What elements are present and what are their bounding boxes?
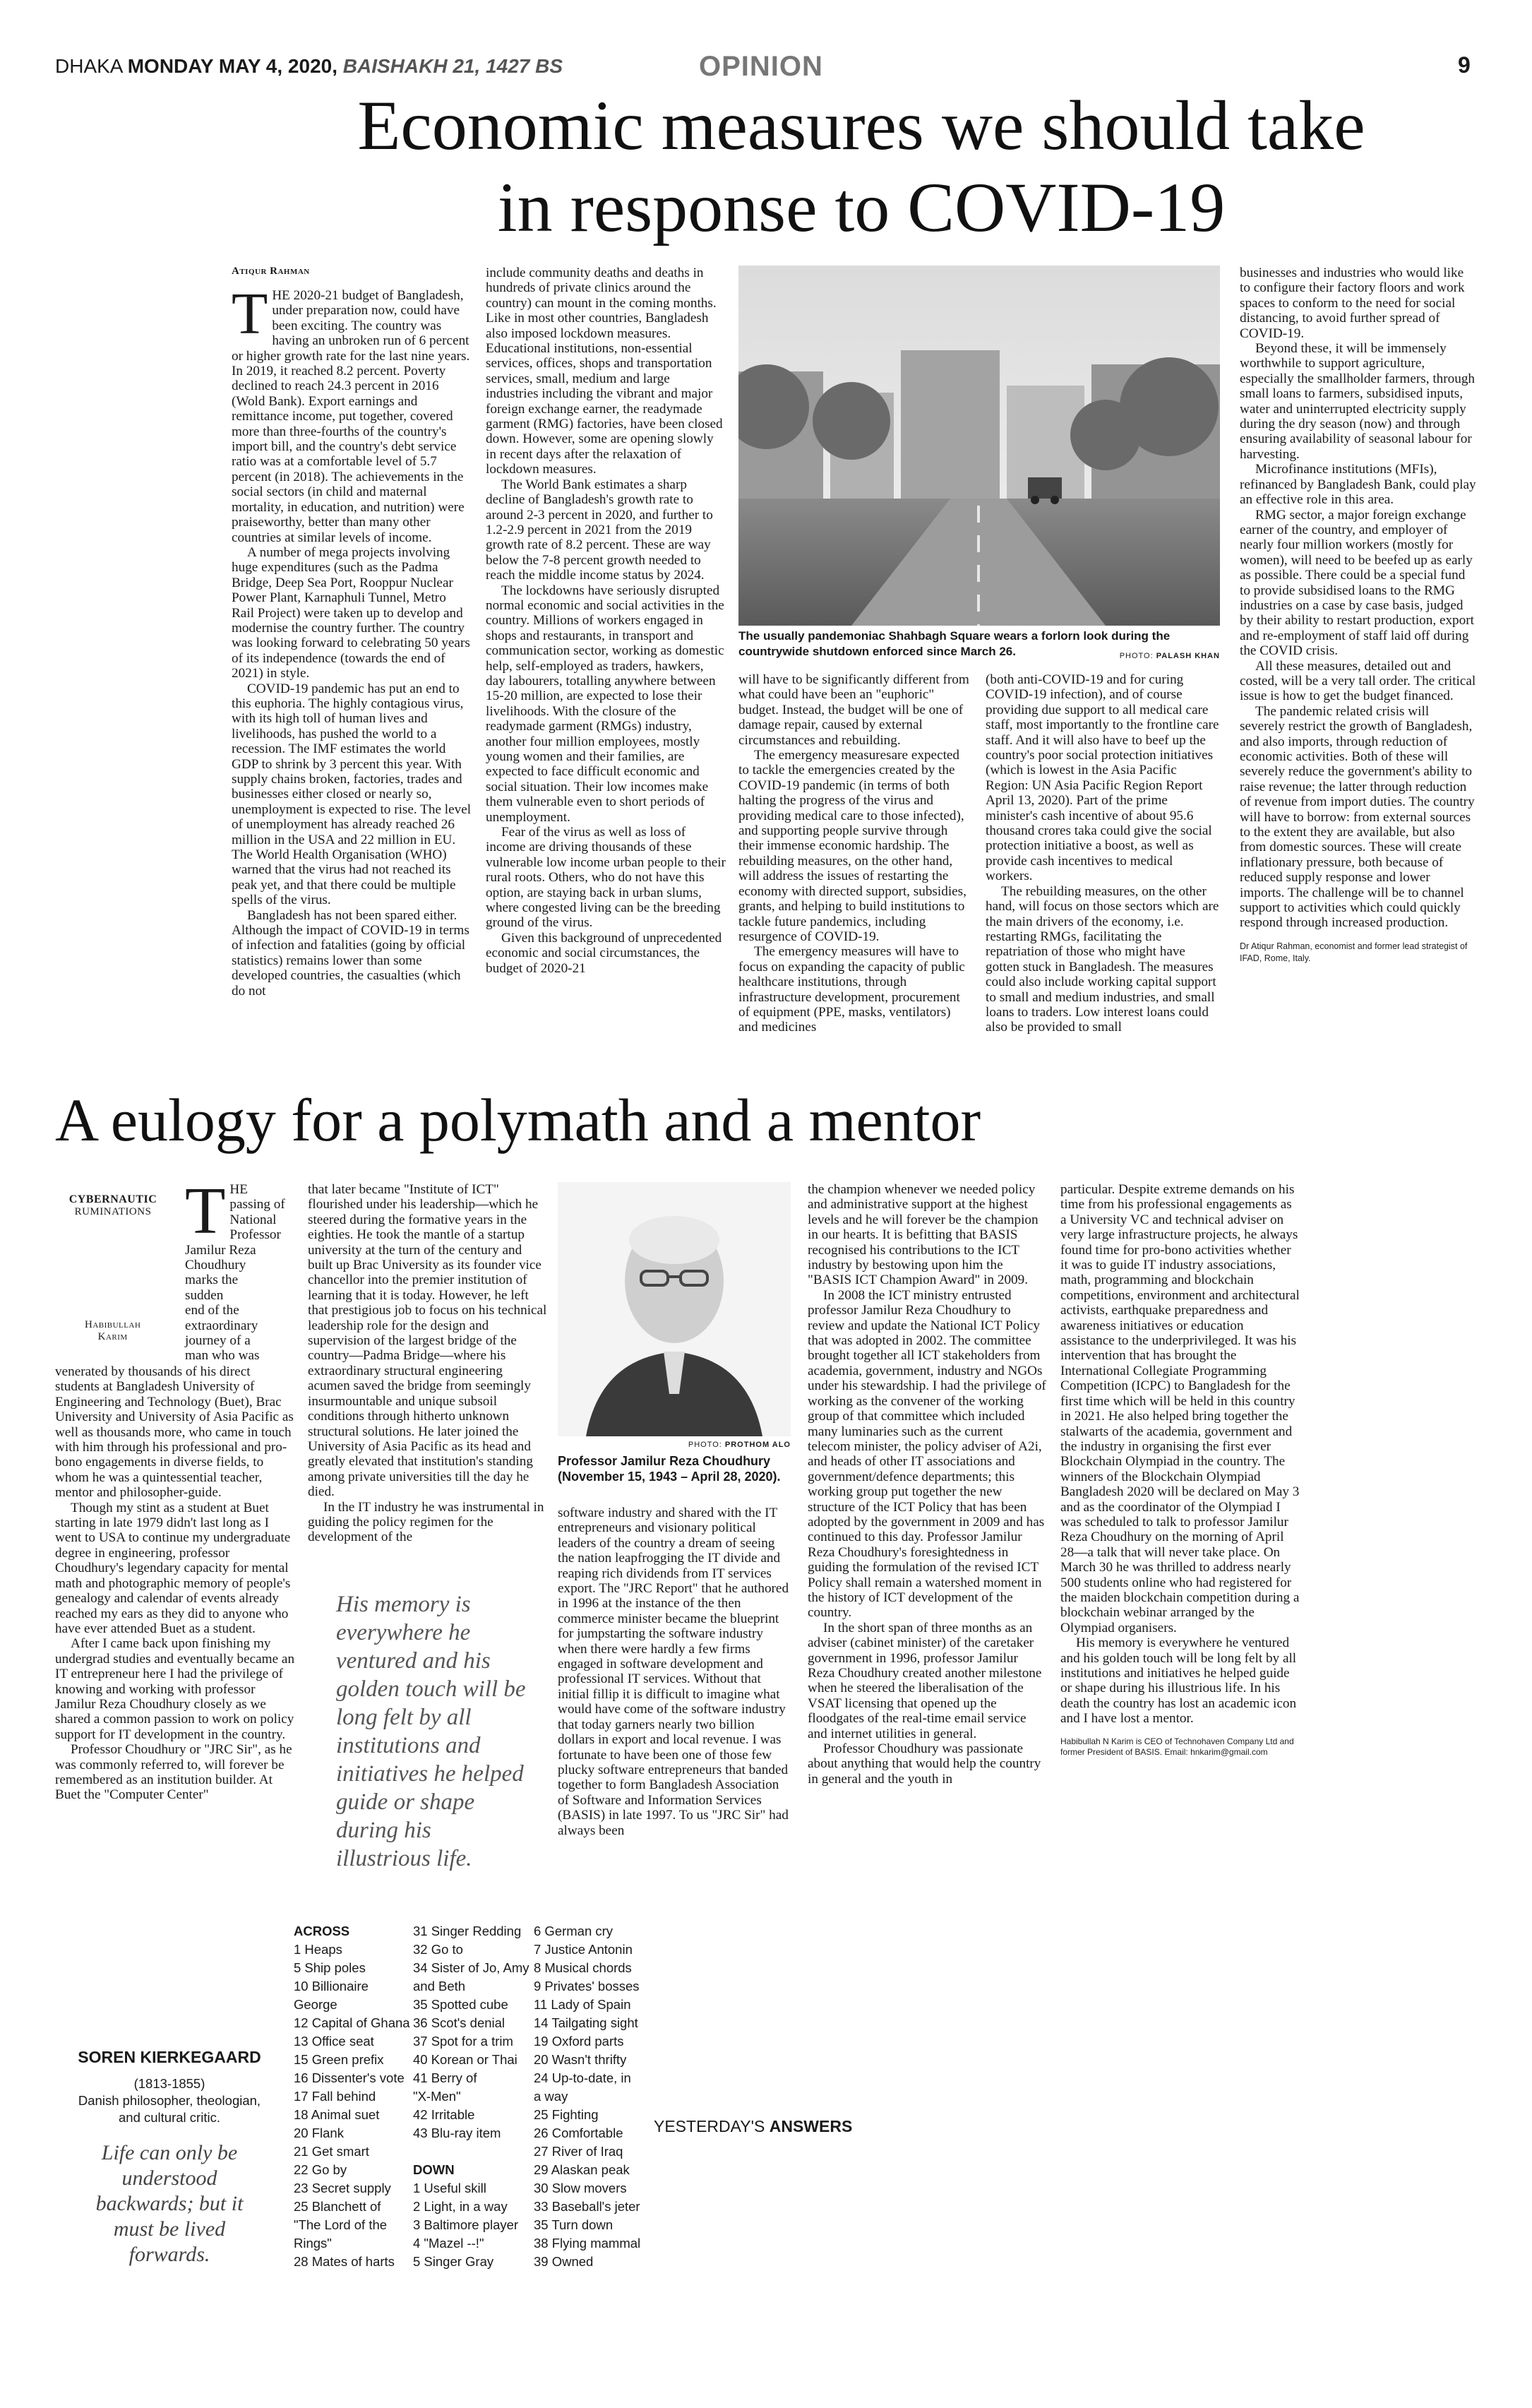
masthead-bangla-date: BAISHAKH 21, 1427 BS — [342, 55, 563, 77]
shahbagh-square-photo — [738, 266, 1220, 626]
article1-headline — [233, 85, 1490, 249]
yesterdays-answers-label: YESTERDAY'S ANSWERS — [654, 2117, 853, 2135]
quote-author-name: SOREN KIERKEGAARD — [78, 2048, 261, 2066]
paragraph: The World Bank estimates a sharp decline of Bangladesh's growth rate to around 2-3 percent in 2020, and further to 1.2-2.9 percent in 2021 from the 2019 growth rate of 8.2 percent. These are way below the 7-8 percent growth needed to reach the middle income status by 2024. — [486, 477, 713, 583]
masthead-date: MONDAY MAY 4, 2020, — [127, 55, 337, 77]
paragraph: COVID-19 pandemic has put an end to this euphoria. The highly contagious virus, with its high toll of human lives and livelihoods, has pushed the world to a recession. The IMF estimates the world GDP to shrink by 3 percent this year. With supply chains broken, factories, trades and businesses either closed or nearly so, unemployment is expected to rise. The level of unemployment has already reached 26 million in the USA and 22 million in EU. The World Health Organisation (WHO) warned that the virus had not reached its peak yet, and that there could be multiple spells of the virus. — [232, 681, 472, 908]
page-number: 9 — [1458, 52, 1471, 78]
article1-column-5 — [1240, 266, 1477, 965]
paragraph: The lockdowns have seriously disrupted normal economic and social activities in the country. Millions of workers engaged in shops and restaurants, in transport and communication sector, working as domestic help, self-employed as traders, hawkers, day labourers, totalling anywhere between 15-20 million, are expected to lose their livelihoods. With the closure of the readymade garment (RMGs) industry, another four million employees, mostly young women and their families, are expected to face difficult economic and social situation. Their low incomes make them vulnerable even to short periods of unemployment. — [486, 583, 724, 825]
paragraph: include community deaths and deaths in hundreds of private clinics around the country) can mount in the coming months. Like in most other countries, Bangladesh also imposed lockdown measures. Educational institutions, non-essential services, offices, shops and transportation services, small, medium and large industries including the vibrant and major foreign exchange earner, the readymade garment (RMG) factories, have been closed down. However, some are opening slowly in recent days after the relaxation of lockdown measures. — [486, 266, 723, 477]
paragraph: In the short span of three months as an adviser (cabinet minister) of the caretaker government in 1996, professor Jamilur Reza Choudhury created another milestone when he steered the liberalisation of the VSAT licensing that opened up the floodgates of the real-time email service and internet utilities in general. — [808, 1620, 1042, 1741]
paragraph: After I came back upon finishing my undergrad studies and eventually became an IT entrepreneur here I had the privilege of knowing and working with professor Jamilur Reza Choudhury closely as we shared a common passion to work on policy support for IT development in the country. — [55, 1636, 295, 1742]
across-heading: ACROSS — [294, 1924, 350, 1938]
column-logo — [56, 1193, 169, 1218]
paragraph: that later became "Institute of ICT" flourished under his leadership—which he steered during the formative years in the eighties. He took the mantle of a startup university at the turn of the century and built up Brac University as its founder vice chancellor into the premier institution of learning that it is today. However, he left that prestigious job to focus on his technical leadership role for the design and supervision of the largest bridge of the country—Padma Bridge—where his extraordinary structural engineering acumen saved the bridge from seemingly insurmountable and unique subsoil conditions through hitherto unknown structural solutions. He later joined the University of Asia Pacific as its head and greatly elevated that institution's standing among private universities till the day he died. — [308, 1182, 547, 1500]
article1-column-4 — [986, 672, 1220, 1035]
article2-column-2 — [308, 1182, 548, 1545]
paragraph: In the IT industry he was instrumental in guiding the policy regimen for the development of the — [308, 1499, 544, 1545]
quote-author-desc2: and cultural critic. — [119, 2110, 220, 2125]
crossword-across-col2: 31 Singer Redding 32 Go to 34 Sister of Jo, Amy and Beth 35 Spotted cube 36 Scot's denial 37 Spot for a trim 40 Korean or Thai 41 Berry of "X-Men" 42 Irritable 43 Blu-ray item DOWN 1 Useful skill 2 Light, in a way 3 Baltimore player 4 "Mazel --!" 5 Singer Gray — [413, 1922, 533, 2271]
article1-byline: Atiqur Rahman — [232, 266, 310, 277]
column-logo-top: CYBERNAUTIC — [68, 1193, 157, 1205]
quote-author-years: (1813-1855) — [133, 2076, 205, 2091]
crossword-down-col3: 6 German cry 7 Justice Antonin 8 Musical chords 9 Privates' bosses 11 Lady of Spain 14 Tailgating sight 19 Oxford parts 20 Wasn't thrifty 24 Up-to-date, in a way 25 Fighting 26 Comfortable 27 River of Iraq 29 Alaskan peak 30 Slow movers 33 Baseball's jeter 35 Turn down 38 Flying mammal 39 Owned — [534, 1924, 641, 2269]
pull-quote: His memory is everywhere he ventured and his golden touch will be long felt by all institutions and initiatives he helped guide or shape during his illustrious life. — [336, 1592, 526, 1871]
professor-portrait-photo — [558, 1182, 791, 1436]
article2-column-5 — [1060, 1182, 1300, 1758]
quote-text: Life can only be understood backwards; but it must be lived forwards. — [95, 2141, 244, 2266]
article2-column-4 — [808, 1182, 1048, 1787]
paragraph: businesses and industries who would like to configure their factory floors and work spaces to conform to the need for social distancing, to avoid further spread of COVID-19. — [1240, 266, 1465, 341]
paragraph: Professor Choudhury or "JRC Sir", as he was commonly referred to, will forever be remembered as an institution builder. At Buet the "Computer Center" — [55, 1742, 292, 1803]
masthead — [55, 55, 563, 78]
article2-byline: Habibullah Karim — [85, 1319, 141, 1342]
article1-column-1 — [232, 281, 472, 999]
paragraph: Though my stint as a student at Buet starting in late 1979 didn't last long as I went to USA to continue my undergraduate degree in engineering, professor Choudhury's legendary capacity for mental math and photographic memory of people's genealogy and calendar of events already reached my ears as they did to anyone who have ever attended Buet as a student. — [55, 1500, 291, 1636]
paragraph: All these measures, detailed out and costed, will be a very tall order. The critical issue is how to get the budget financed. — [1240, 658, 1476, 704]
dropcap: T — [185, 1174, 226, 1248]
photo-credit: PHOTO: PROTHOM ALO — [688, 1441, 791, 1449]
paragraph: Bangladesh has not been spared either. Although the impact of COVID-19 in terms of infection and fatalities (going by official statistics) remains lower than some developed countries, the casualties (which do not — [232, 907, 469, 999]
paragraph: THE 2020-21 budget of Bangladesh, under preparation now, could have been exciting. The country was having an unbroken run of 6 percent or higher growth rate for the last nine years. In 2019, it reached 8.2 percent. Poverty declined to reach 24.3 percent in 2016 (Wold Bank). Export earnings and remittance income, put together, covered more than three-fourths of the country's import bill, and the country's debt service ratio was at a comfortable level of 5.7 percent (in 2018). The achievements in the social sectors (in child and maternal mortality, in education, and nutrition) were praiseworthy, better than many other countries at similar levels of income. — [232, 281, 470, 545]
article1-headline-line2: in response to COVID-19 — [497, 168, 1226, 246]
article1-photo-caption: The usually pandemoniac Shahbagh Square wears a forlorn look during the countrywide shutdown enforced since March 26. PHOTO: PALASH KHAN — [738, 628, 1220, 664]
paragraph: The emergency measures will have to focus on expanding the capacity of public healthcare institutions, through infrastructure development, procurement of equipment (PPE, masks, ventilators) and medicines — [738, 944, 965, 1035]
paragraph: Given this background of unprecedented economic and social circumstances, the budget of 2020-21 — [486, 930, 722, 976]
paragraph: A number of mega projects involving huge expenditures (such as the Padma Bridge, Deep Sea Port, Rooppur Nuclear Power Plant, Karnaphuli Tunnel, Metro Rail Project) were taken up to develop and modernise the country further. The country was looking forward to celebrating 50 years of its independence (towards the end of 2021) in style. — [232, 544, 470, 681]
paragraph: The rebuilding measures, on the other hand, will focus on those sectors which are the main drivers of the economy, i.e. restarting RMGs, facilitating the repatriation of those who might have gotten stuck in Bangladesh. The measures could also include working capital support to small and medium industries, and small loans to traders. Low interest loans could also be provided to small — [986, 883, 1219, 1035]
photo-credit: PHOTO: PALASH KHAN — [1119, 652, 1220, 660]
article1-column-2 — [486, 266, 726, 976]
column-logo-bottom: RUMINATIONS — [74, 1206, 152, 1217]
paragraph: Professor Choudhury was passionate about anything that would help the country in general and the youth in — [808, 1741, 1041, 1787]
paragraph: RMG sector, a major foreign exchange earner of the country, and employer of nearly four million workers (mostly for women), will need to be beefed up as early as possible. There could be a special fund to provide subsidised loans to the RMG industries on a case by case basis, judged by their ability to restart production, export and re-employment of staff laid off during the COVID crisis. — [1240, 507, 1474, 659]
paragraph: His memory is everywhere he ventured and his golden touch will be long felt by all institutions and initiatives he helped guide or shape during his illustrious life. In his death the country has lost an academic icon and I have lost a mentor. — [1060, 1635, 1297, 1727]
paragraph: will have to be significantly different from what could have been an "euphoric" budget. Instead, the budget will be one of damage repair, caused by external circumstances and rebuilding. — [738, 672, 969, 748]
article1-column-3 — [738, 672, 971, 1035]
quote-box — [42, 2048, 297, 2267]
paragraph: particular. Despite extreme demands on his time from his professional engagements as a University VC and technical adviser on very large infrastructure projects, he always found time for pro-bono activities whether it was to guide IT industry associations, math, programming and blockchain competitions, environment and architectural activists, earthquake preparedness and awareness initiatives or education assistance to the underprivileged. It was his intervention that has brought the International Collegiate Programming Competition (ICPC) to Bangladesh for the first time which will be held in this country in 2021. He also helped bring together the stalwarts of the academia, government and the industry in organising the first ever Blockchain Olympiad in the country. The winners of the Blockchain Olympiad Bangladesh 2020 will be declared on May 3 and as the coordinator of the Olympiad I was scheduled to talk to professor Jamilur Reza Choudhury on the morning of April 28—a talk that will never take place. On March 30 he was thrilled to address nearly 500 students online who had registered for the maiden blockchain competition during a blockchain webinar arranged by the Olympiad organisers. — [1060, 1182, 1300, 1635]
portrait-illustration — [558, 1182, 791, 1436]
paragraph: the champion whenever we needed policy and administrative support at the highest levels and he will forever be the champion in our hearts. It is befitting that BASIS recognised his contributions to the ICT industry by bestowing upon him the "BASIS ICT Champion Award" in 2009. — [808, 1182, 1039, 1288]
dropcap: T — [232, 281, 268, 347]
author-note: Dr Atiqur Rahman, economist and former lead strategist of IFAD, Rome, Italy. — [1240, 941, 1468, 963]
paragraph: Beyond these, it will be immensely worthwhile to support agriculture, especially the smallholder farmers, through small loans to farmers, subsidised inputs, water and uninterrupted electricity supply during the dry season (now) and through ensuring availability of seasonal labour for harvesting. — [1240, 341, 1476, 462]
article1-headline-line1: Economic measures we should take — [357, 86, 1365, 165]
paragraph: venerated by thousands of his direct students at Bangladesh University of Engineering and Technology (Buet), Brac University and University of Asia Pacific as well as thousands more, who came in touch with him through his professional and pro-bono engagements in diverse fields, to whom he was a quintessential teacher, mentor and philosopher-guide. — [55, 1364, 294, 1501]
article2-headline: A eulogy for a polymath and a mentor — [55, 1086, 981, 1154]
paragraph: The emergency measuresare expected to tackle the emergencies created by the COVID-19 pandemic (in terms of both halting the progress of the virus and providing medical care to those infected), and supporting people survive through their immense economic hardship. The rebuilding measures, on the other hand, will address the issues of restarting the economy with directed support, subsidies, grants, and helping to build institutions to tackle future pandemics, including resurgence of COVID-19. — [738, 748, 967, 944]
paragraph: In 2008 the ICT ministry entrusted professor Jamilur Reza Choudhury to review and update the National ICT Policy that was adopted in 2002. The committee brought together all ICT stakeholders from academia, government, industry and NGOs under his stewardship. I had the privilege of working as the convener of the working group of that committee which included many luminaries such as the current telecom minister, the policy adviser of A2i, and heads of other IT associations and government/defence departments; this working group put together the new structure of the ICT Policy that has been adopted by the government in 2009 and has continued to this day. Professor Jamilur Reza Choudhury's foresightedness in guiding the formulation of the revised ICT Policy shall remain a watershed moment in the history of ICT development of the country. — [808, 1287, 1046, 1621]
article2-photo-caption: Professor Jamilur Reza Choudhury (November 15, 1943 – April 28, 2020). — [558, 1454, 781, 1484]
crossword-across-col1: ACROSS 1 Heaps 5 Ship poles 10 Billionaire George 12 Capital of Ghana 13 Office seat 15 Green prefix 16 Dissenter's vote 17 Fall behind 18 Animal suet 20 Flank 21 Get smart 22 Go by 23 Secret supply 25 Blanchett of "The Lord of the Rings" 28 Mates of harts — [294, 1922, 414, 2271]
article2-column-1 — [55, 1364, 295, 1803]
section-name: OPINION — [699, 51, 823, 82]
masthead-city: DHAKA — [55, 55, 122, 77]
article2-column-3 — [558, 1506, 791, 1838]
paragraph: software industry and shared with the IT entrepreneurs and visionary political leaders of the country a dream of seeing the nation leapfrogging the IT divide and reaping rich dividends from IT services export. The "JRC Report" that he authored in 1996 at the instance of the then commerce minister became the blueprint for jumpstarting the software industry when there were hardly a few firms engaged in software development and professional IT services. Without that initial fillip it is difficult to imagine what would have come of the software industry that today garners nearly two billion dollars in export and local revenue. I was fortunate to have been one of those few plucky software entrepreneurs that banded together to form Bangladesh Association of Software and Information Services (BASIS) in late 1997. To us "JRC Sir" had always been — [558, 1506, 789, 1838]
paragraph: Microfinance institutions (MFIs), refinanced by Bangladesh Bank, could play an effective role in this area. — [1240, 462, 1476, 508]
author-note: Habibullah N Karim is CEO of Technohaven Company Ltd and former President of BASIS. Email: hnkarim@gmail.com — [1060, 1736, 1294, 1757]
paragraph: The pandemic related crisis will severely restrict the growth of Bangladesh, and also imports, through reduction of economic activities. Both of these will severely reduce the government's ability to raise revenue; the latter through reduction of revenue from import duties. The country will have to borrow: from external sources to the extent they are available, but also from domestic sources. These will create inflationary pressure, both because of reduced supply response and lower imports. The challenge will be to channel support to activities which could quickly respond through increased production. — [1240, 703, 1475, 931]
lead-lines: HE passing of National Professor Jamilur Reza Choudhury marks the sudden end of the extraordinary journey of a man who was — [185, 1182, 285, 1364]
quote-author-desc1: Danish philosopher, theologian, — [78, 2093, 261, 2108]
down-heading: DOWN — [413, 2162, 455, 2177]
photo-illustration — [738, 266, 1220, 626]
paragraph: (both anti-COVID-19 and for curing COVID-19 infection), and of course providing due support to all medical care staff, most importantly to the frontline care staff. And it will also have to beef up the country's poor social protection initiatives (which is lowest in the Asia Pacific Region: UN Asia Pacific Region Report April 13, 2020). Part of the prime minister's cash incentive of about 95.6 thousand crores taka could give the social protection initiative a boost, as well as provide cash incentives to medical workers. — [986, 672, 1219, 884]
article2-lead-wrap — [185, 1174, 294, 1364]
paragraph: Fear of the virus as well as loss of income are driving thousands of these vulnerable low income urban people to their rural roots. Others, who do not have this option, are staying back in urban slums, where congested living can be the breeding ground of the virus. — [486, 825, 726, 931]
